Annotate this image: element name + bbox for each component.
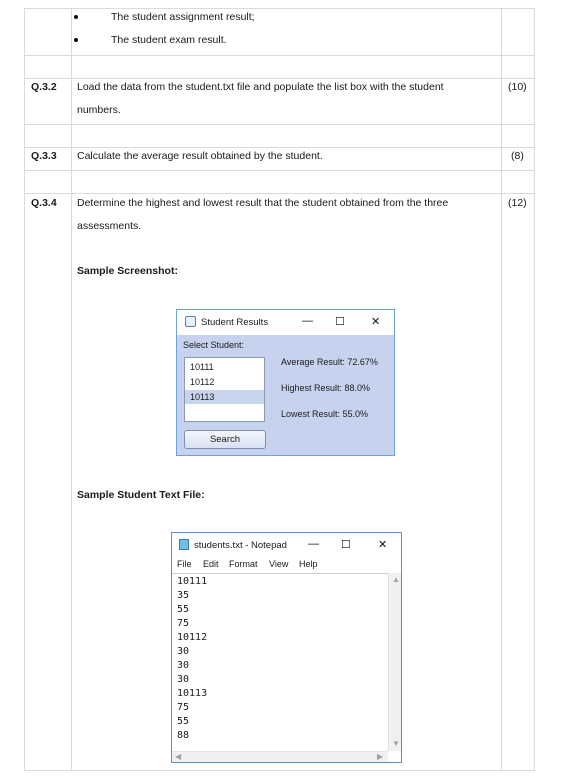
text-line: 75: [177, 618, 190, 629]
list-item-selected[interactable]: 10113: [185, 390, 264, 404]
window-title-bar[interactable]: [177, 310, 394, 335]
bullet-text: The student exam result.: [111, 34, 227, 46]
text-line: 75: [177, 702, 190, 713]
menu-help[interactable]: Help: [299, 559, 318, 569]
menu-file[interactable]: File: [177, 559, 192, 569]
minimize-icon[interactable]: —: [302, 315, 313, 327]
text-line: 30: [177, 660, 190, 671]
table-divider-num: [71, 8, 72, 770]
text-line: 35: [177, 590, 190, 601]
minimize-icon[interactable]: —: [308, 538, 319, 550]
sample-screenshot-heading: Sample Screenshot:: [77, 265, 178, 277]
question-text: numbers.: [77, 104, 121, 116]
notepad-icon: [179, 539, 189, 550]
notepad-window: [171, 532, 402, 763]
bullet-text: The student assignment result;: [111, 11, 255, 23]
question-marks: (8): [511, 150, 524, 162]
menu-bar: [172, 557, 401, 573]
student-list-box[interactable]: [184, 357, 265, 422]
table-row-line: [24, 193, 535, 194]
question-text: Determine the highest and lowest result that the student obtained from the three: [77, 197, 449, 209]
highest-result-label: Highest Result: 88.0%: [281, 383, 371, 393]
maximize-icon[interactable]: ☐: [341, 539, 351, 551]
scroll-right-icon[interactable]: ▶: [377, 752, 384, 761]
table-row-line: [24, 78, 535, 79]
table-row-line: [24, 770, 535, 771]
menu-view[interactable]: View: [269, 559, 289, 569]
horizontal-scrollbar[interactable]: [172, 751, 388, 762]
close-icon[interactable]: ✕: [378, 539, 388, 551]
question-marks: (10): [508, 81, 527, 93]
question-text: Load the data from the student.txt file and populate the list box with the student: [77, 81, 444, 93]
window-title: Student Results: [201, 317, 269, 328]
scroll-left-icon[interactable]: ◀: [175, 752, 182, 761]
question-number: Q.3.4: [31, 197, 57, 209]
text-line: 30: [177, 674, 190, 685]
menu-edit[interactable]: Edit: [203, 559, 219, 569]
lowest-result-label: Lowest Result: 55.0%: [281, 409, 369, 419]
list-item[interactable]: 10112: [190, 377, 215, 387]
average-result-label: Average Result: 72.67%: [281, 357, 378, 367]
question-number: Q.3.2: [31, 81, 57, 93]
table-row-line: [24, 8, 535, 9]
vertical-scrollbar[interactable]: [388, 573, 401, 751]
table-row-line: [24, 147, 535, 148]
question-text: assessments.: [77, 220, 142, 232]
text-line: 10112: [177, 632, 208, 643]
java-app-icon: [185, 316, 196, 327]
text-line: 30: [177, 646, 190, 657]
text-line: 10111: [177, 576, 208, 587]
scroll-down-icon[interactable]: ▼: [392, 739, 400, 748]
student-results-window: [176, 309, 395, 456]
select-student-label: Select Student:: [183, 340, 245, 350]
list-item[interactable]: 10111: [190, 362, 214, 372]
table-row-line: [24, 170, 535, 171]
table-divider-marks: [501, 8, 502, 770]
text-line: 55: [177, 604, 190, 615]
sample-file-heading: Sample Student Text File:: [77, 489, 205, 501]
menu-format[interactable]: Format: [229, 559, 258, 569]
question-number: Q.3.3: [31, 150, 57, 162]
text-line: 55: [177, 716, 190, 727]
bullet-icon: [74, 38, 78, 42]
close-icon[interactable]: ✕: [371, 316, 381, 328]
question-marks: (12): [508, 197, 527, 209]
question-text: Calculate the average result obtained by the student.: [77, 150, 323, 162]
window-content: [177, 335, 394, 455]
bullet-icon: [74, 15, 78, 19]
text-editor-area[interactable]: [172, 573, 388, 751]
window-title: students.txt - Notepad: [194, 540, 287, 551]
table-row-line: [24, 124, 535, 125]
scroll-up-icon[interactable]: ▲: [392, 575, 400, 584]
table-row-line: [24, 55, 535, 56]
maximize-icon[interactable]: ☐: [335, 316, 345, 328]
table-border-left: [24, 8, 25, 770]
text-line: 88: [177, 730, 190, 741]
table-border-right: [534, 8, 535, 770]
text-line: 10113: [177, 688, 208, 699]
search-button[interactable]: Search: [184, 430, 266, 449]
